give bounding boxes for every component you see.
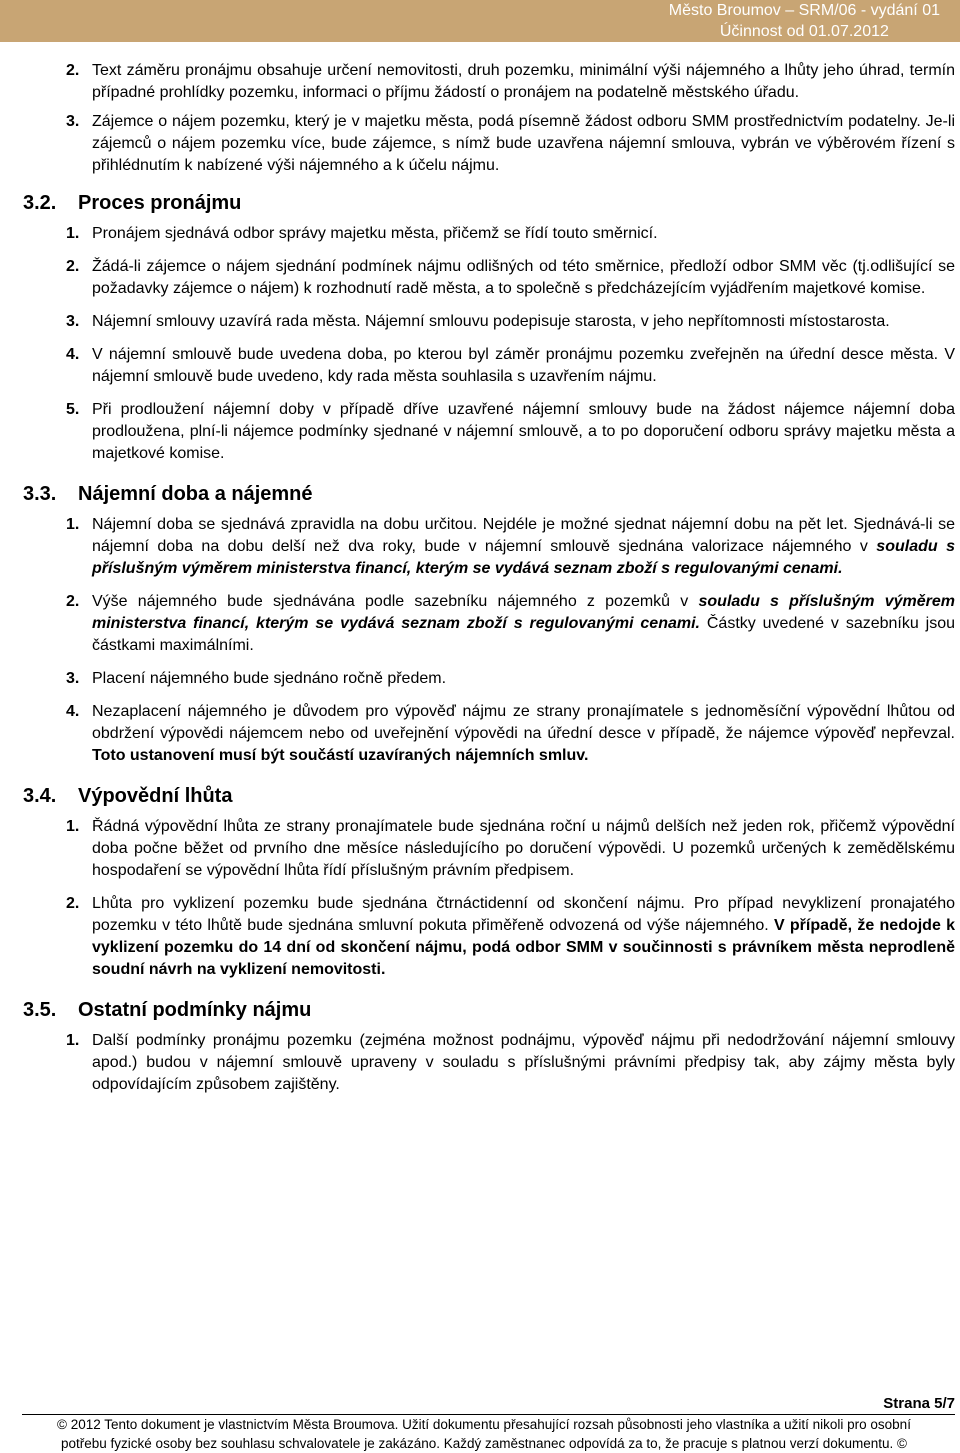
item-number: 2. — [66, 62, 80, 79]
list-item — [66, 701, 955, 767]
section-title: Ostatní podmínky nájmu — [78, 999, 312, 1021]
item-number: 3. — [66, 113, 80, 130]
section-heading-3-2 — [23, 190, 955, 216]
item-text: Další podmínky pronájmu pozemku (zejména možnost podnájmu, výpověď nájmu při nedodržování nájemní smlouvy apod.) budou v nájemní smlouvě upraveny v souladu s příslušnými právními předpisy tak, aby zájmy města byly odpovídajícím způsobem zajištěny. — [92, 1032, 955, 1093]
paragraph-2 — [66, 60, 955, 104]
item-number: 2. — [66, 895, 80, 912]
item-number: 3. — [66, 670, 80, 687]
list-item — [66, 893, 955, 981]
list-item — [66, 344, 955, 388]
item-number: 1. — [66, 225, 80, 242]
section-title: Nájemní doba a nájemné — [78, 483, 313, 505]
item-text: Lhůta pro vyklizení pozemku bude sjednána čtrnáctidenní od skončení nájmu. Pro případ nevyklizení pronajatého pozemku v této lhůtě bude sjednána smluvní pokuta přiměřeně odvozená od výše nájemného. — [92, 895, 955, 934]
item-text: Placení nájemného bude sjednáno ročně předem. — [92, 670, 447, 687]
section-heading-3-5 — [23, 997, 955, 1023]
item-number: 1. — [66, 1032, 80, 1049]
paragraph-text: Zájemce o nájem pozemku, který je v majetku města, podá písemně žádost odboru SMM prostřednictvím podatelny. Je-li zájemců o nájem pozemku více, bude zájemce, s nímž bude uzavřena nájemní smlouva, vybrán ve výběrovém řízení s přihlédnutím k nabízené výši nájemného a k účelu nájmu. — [92, 113, 955, 174]
item-number: 2. — [66, 593, 80, 610]
copyright-footer — [24, 1415, 944, 1453]
item-number: 2. — [66, 258, 80, 275]
section-title: Výpovědní lhůta — [78, 785, 233, 807]
list-item — [66, 1030, 955, 1096]
header-effective-date: Účinnost od 01.07.2012 — [719, 23, 889, 40]
list-item — [66, 514, 955, 580]
list-item — [66, 668, 955, 690]
section-number: 3.4. — [23, 785, 57, 807]
item-number: 5. — [66, 401, 80, 418]
list-item — [66, 591, 955, 657]
item-number: 3. — [66, 313, 80, 330]
section-title: Proces pronájmu — [78, 192, 242, 214]
item-bold-text: V případě, že nedojde k vyklizení pozemku do 14 dní od skončení nájmu, podá odbor SMM v součinnosti s právníkem města neprodleně soudní návrh na vyklizení nemovitosti. — [92, 917, 955, 978]
footer-line-2: potřebu fyzické osoby bez souhlasu schvalovatele je zakázáno. Každý zaměstnanec odpovídá za to, že pracuje s platnou verzí dokumentu. © — [61, 1436, 907, 1451]
item-text: Žádá-li zájemce o nájem sjednání podmínek nájmu odlišných od této směrnice, předloží odbor SMM věc (tj.odlišující se požadavky zájemce o nájem) k rozhodnutí radě města, a to společně s předcházejícím vyjádřením majetkové komise. — [92, 258, 955, 297]
list-item — [66, 399, 955, 465]
item-text: Pronájem sjednává odbor správy majetku města, přičemž se řídí touto směrnicí. — [92, 225, 658, 242]
item-text: Nájemní doba se sjednává zpravidla na dobu určitou. Nejdéle je možné sjednat nájemní dobu na pět let. Sjednává-li se nájemní doba na dobu delší než dva roky, bude v nájemní smlouvě sjednána valorizace nájemného v — [92, 516, 955, 555]
item-text: Výše nájemného bude sjednávána podle sazebníku nájemného z pozemků v — [92, 593, 699, 610]
document-header — [669, 0, 940, 42]
item-number: 1. — [66, 516, 80, 533]
section-heading-3-4 — [23, 783, 955, 809]
section-heading-3-3 — [23, 481, 955, 507]
section-number: 3.3. — [23, 483, 57, 505]
item-text: Částky uvedené v sazebníku jsou částkami maximálními. — [92, 615, 955, 654]
header-title: Město Broumov – SRM/06 - vydání 01 — [668, 2, 940, 19]
section-number: 3.5. — [23, 999, 57, 1021]
item-number: 1. — [66, 818, 80, 835]
item-text: Řádná výpovědní lhůta ze strany pronajímatele bude sjednána roční u nájmů delších než jeden rok, přičemž výpovědní doba počne běžet od prvního dne měsíce následujícího po doručení výpovědi. U pozemků určených k zemědělskému hospodaření se výpovědní lhůta řídí příslušným právním předpisem. — [92, 818, 955, 879]
item-bold-text: souladu s příslušným výměrem ministerstva financí, kterým se vydává seznam zboží s regulovanými cenami. — [92, 538, 955, 577]
footer-line-1: © 2012 Tento dokument je vlastnictvím Města Broumova. Užití dokumentu přesahující rozsah působnosti jeho vlastníka a užití nikoli pro osobní — [57, 1417, 911, 1432]
page-number: Strana 5/7 — [883, 1395, 955, 1412]
item-text: Nájemní smlouvy uzavírá rada města. Nájemní smlouvu podepisuje starosta, v jeho nepřítomnosti místostarosta. — [92, 313, 890, 330]
list-item — [66, 256, 955, 300]
item-bold-text: Toto ustanovení musí být součástí uzavíraných nájemních smluv. — [92, 747, 589, 764]
item-number: 4. — [66, 703, 80, 720]
item-text: V nájemní smlouvě bude uvedena doba, po kterou byl záměr pronájmu pozemku zveřejněn na úřední desce města. V nájemní smlouvě bude uvedeno, kdy rada města souhlasila s uzavřením nájmu. — [92, 346, 955, 385]
list-item — [66, 311, 955, 333]
document-body — [23, 60, 956, 1096]
list-item — [66, 816, 955, 882]
item-bold-text: souladu s příslušným výměrem ministerstva financí, kterým se vydává seznam zboží s regulovanými cenami. — [92, 593, 956, 632]
paragraph-3 — [66, 111, 955, 177]
item-number: 4. — [66, 346, 80, 363]
item-text: Při prodloužení nájemní doby v případě dříve uzavřené nájemní smlouvy bude na žádost nájemce nájemní doba prodloužena, plní-li nájemce podmínky sjednané v nájemní smlouvě, a to po doporučení odboru správy majetku města a majetkové komise. — [92, 401, 955, 462]
section-number: 3.2. — [23, 192, 57, 214]
item-text: Nezaplacení nájemného je důvodem pro výpověď nájmu ze strany pronajímatele s jednoměsíční výpovědní lhůtou od obdržení výpovědi nájemcem nebo od uveřejnění výpovědi na úřední desce v případě, že nájemce výpověď nepřevzal. — [92, 703, 955, 742]
paragraph-text: Text záměru pronájmu obsahuje určení nemovitosti, druh pozemku, minimální výši nájemného a lhůty jeho úhrad, termín případné prohlídky pozemku, informaci o příjmu žádostí o pronájem na podatelně městského úřadu. — [92, 62, 955, 101]
list-item — [66, 223, 955, 245]
